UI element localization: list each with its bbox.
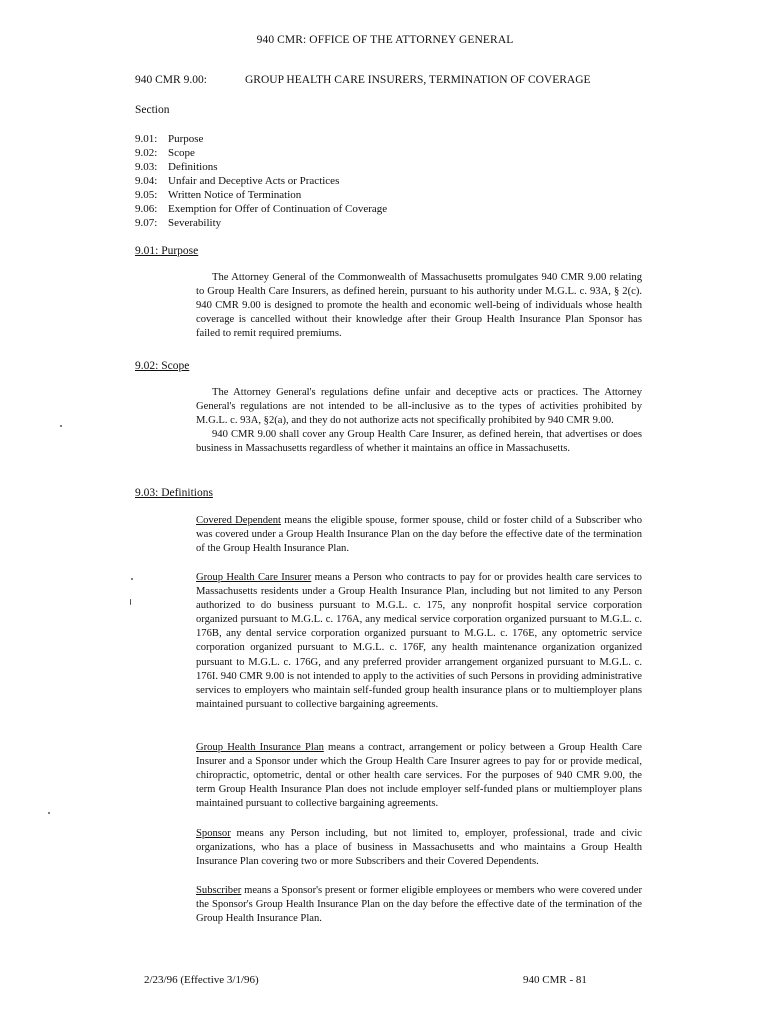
definition-term: Covered Dependent xyxy=(196,515,281,526)
toc-item-label: Severability xyxy=(168,217,222,229)
toc-item-number: 9.04: xyxy=(135,175,158,187)
scan-speck xyxy=(60,425,62,427)
toc-item-label: Unfair and Deceptive Acts or Practices xyxy=(168,175,340,187)
definition-term: Sponsor xyxy=(196,828,231,839)
purpose-text: The Attorney General of the Commonwealth of Massachusetts promulgates 940 CMR 9.00 relating to Group Health Care Insurers, as defined herein, pursuant to his authority under M.G.L. c. 93A, § 2(c). 940 CMR 9.00 is designed to promote the health and economic well-being of individuals whose health coverage is cancelled without their knowledge after their Group Health Insurance Plan Sponsor has failed to remit required premiums. xyxy=(196,272,642,340)
scope-text-2: 940 CMR 9.00 shall cover any Group Health Care Insurer, as defined herein, that advertises or does business in Massachusetts regardless of whether it maintains an office in Massachusetts. xyxy=(196,429,642,455)
toc-item-label: Exemption for Offer of Continuation of Coverage xyxy=(168,203,388,215)
section-heading-definitions: 9.03: Definitions xyxy=(135,487,213,499)
definition-text: means any Person including, but not limited to, employer, professional, trade and civic organizations, who has a place of business in Massachusetts and who maintains a Group Health Insurance Plan covering two or more Subscribers and their Covered Dependents. xyxy=(196,828,642,868)
definition-term: Subscriber xyxy=(196,885,242,896)
footer-page-number: 940 CMR - 81 xyxy=(523,974,587,986)
toc-item-label: Written Notice of Termination xyxy=(168,189,302,201)
toc-item-number: 9.07: xyxy=(135,217,158,229)
footer-date: 2/23/96 (Effective 3/1/96) xyxy=(144,974,259,986)
definition-text: means the eligible spouse, former spouse, child or foster child of a Subscriber who was covered under a Group Health Insurance Plan on the day before the effective date of the termination of the Group Health Insurance Plan. xyxy=(196,515,642,555)
toc-item xyxy=(135,132,387,146)
scan-speck xyxy=(131,578,133,580)
toc-item-label: Scope xyxy=(168,147,195,159)
section-heading-scope: 9.02: Scope xyxy=(135,360,190,372)
toc-item-number: 9.06: xyxy=(135,203,158,215)
scan-speck xyxy=(48,812,50,814)
toc-item-number: 9.03: xyxy=(135,161,158,173)
toc-item xyxy=(135,216,387,230)
definition-term: Group Health Insurance Plan xyxy=(196,742,324,753)
regulation-title-text: GROUP HEALTH CARE INSURERS, TERMINATION OF COVERAGE xyxy=(245,74,591,86)
toc-item xyxy=(135,146,387,160)
toc-item xyxy=(135,174,387,188)
toc-item-label: Purpose xyxy=(168,133,204,145)
scan-speck xyxy=(130,599,131,605)
toc-item-number: 9.05: xyxy=(135,189,158,201)
regulation-title xyxy=(135,74,655,86)
toc-item-label: Definitions xyxy=(168,161,218,173)
toc-item-number: 9.02: xyxy=(135,147,158,159)
definition-group-health-insurance-plan xyxy=(196,741,642,811)
definition-subscriber xyxy=(196,884,642,926)
definition-text: means a Person who contracts to pay for or provides health care services to Massachusetts residents under a Group Health Insurance Plan, including but not limited to any Person authorized to do business pursuant to M.G.L. c. 175, any nonprofit hospital service corporation organized pursuant to M.G.L. c. 176A, any medical service corporation organized pursuant to M.G.L. c. 176B, any dental service corporation organized pursuant to M.G.L. c. 176E, any optometric service corporation organized pursuant to M.G.L. c. 176F, any health maintenance organization organized pursuant to M.G.L. c. 176G, and any preferred provider arrangement organized pursuant to M.G.L. c. 176I. 940 CMR 9.00 is not intended to apply to the activities of such Persons in providing administrative services to employers who maintain self-funded group health insurance plans or to multiemployer plans maintained pursuant to collective bargaining agreements. xyxy=(196,572,642,710)
definition-text: means a contract, arrangement or policy between a Group Health Care Insurer and a Sponsor under which the Group Health Care Insurer agrees to pay for or provide medical, chiropractic, optometric, dental or other health care services. For the purposes of 940 CMR 9.00, the term Group Health Insurance Plan does not include employer self-funded plans or multiemployer plans maintained pursuant to collective bargaining agreements. xyxy=(196,742,642,810)
definition-covered-dependent xyxy=(196,514,642,556)
section-label: Section xyxy=(135,104,170,116)
toc-item xyxy=(135,160,387,174)
section-heading-purpose: 9.01: Purpose xyxy=(135,245,199,257)
toc-item xyxy=(135,188,387,202)
toc-item-number: 9.01: xyxy=(135,133,158,145)
purpose-paragraph xyxy=(196,271,642,341)
scope-text-1: The Attorney General's regulations define unfair and deceptive acts or practices. The Attorney General's regulations are not intended to be all-inclusive as to the types of activities prohibited by M.G.L. c. 93A, §2(a), and they do not authorize acts not specifically prohibited by 940 CMR 9.00. xyxy=(196,387,642,427)
definition-sponsor xyxy=(196,827,642,869)
regulation-code: 940 CMR 9.00: xyxy=(135,74,207,86)
running-head: 940 CMR: OFFICE OF THE ATTORNEY GENERAL xyxy=(256,34,514,46)
definition-term: Group Health Care Insurer xyxy=(196,572,312,583)
table-of-contents xyxy=(135,132,387,230)
definition-group-health-care-insurer xyxy=(196,571,642,712)
scope-paragraph xyxy=(196,386,642,456)
toc-item xyxy=(135,202,387,216)
definition-text: means a Sponsor's present or former eligible employees or members who were covered under the Sponsor's Group Health Insurance Plan on the day before the effective date of the termination of the Group Health Insurance Plan. xyxy=(196,885,642,925)
